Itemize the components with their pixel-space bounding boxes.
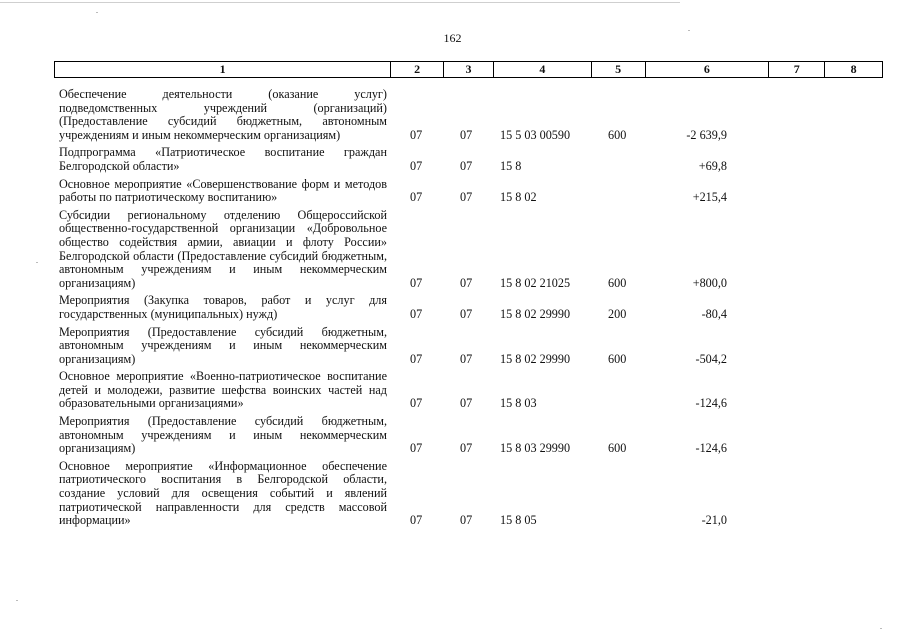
amount-change: -124,6 (695, 396, 727, 411)
table-row (59, 326, 879, 367)
table-row (59, 178, 879, 205)
header-col-5: 5 (591, 62, 645, 77)
table-row (59, 294, 879, 321)
table-row (59, 88, 879, 142)
amount-change: -2 639,9 (686, 127, 727, 142)
row-description: Основное мероприятие «Военно-патриотическое воспитание детей и молодежи, развитие шефства воинских частей над образовательными организациями» (59, 369, 387, 411)
target-article-code: 15 8 02 21025 (500, 275, 571, 290)
expense-type-code: 600 (608, 127, 627, 142)
target-article-code: 15 8 (500, 158, 522, 173)
row-description: Обеспечение деятельности (оказание услуг) подведомственных учреждений (организаций) (Предоставление субсидий бюджетным, автономным учреждениям и иным некоммерческим организациям) (59, 87, 387, 142)
scan-speck (16, 600, 18, 601)
row-values (59, 514, 879, 528)
header-col-8: 8 (824, 62, 882, 77)
section-code: 07 (410, 190, 423, 205)
subsection-code: 07 (460, 306, 473, 321)
row-description: Мероприятия (Предоставление субсидий бюджетным, автономным учреждениям и иным некоммерческим организациям) (59, 324, 387, 366)
expense-type-code: 600 (608, 351, 627, 366)
header-col-1: 1 (219, 62, 226, 76)
header-col-2: 2 (390, 62, 443, 77)
subsection-code: 07 (460, 127, 473, 142)
scan-speck (880, 628, 882, 629)
target-article-code: 15 8 03 (500, 396, 537, 411)
row-values (59, 442, 879, 456)
row-values (59, 276, 879, 290)
amount-change: -21,0 (701, 513, 727, 528)
row-values (59, 128, 879, 142)
subsection-code: 07 (460, 396, 473, 411)
subsection-code: 07 (460, 190, 473, 205)
row-description: Основное мероприятие «Информационное обеспечение патриотического воспитания в Белгородской области, создание условий для освещения событий и явлений патриотической направленности для средств массовой информации» (59, 458, 387, 528)
section-code: 07 (410, 158, 423, 173)
row-values (59, 308, 879, 322)
row-values (59, 352, 879, 366)
row-description: Мероприятия (Предоставление субсидий бюджетным, автономным учреждениям и иным некоммерческим организациям) (59, 414, 387, 456)
section-code: 07 (410, 396, 423, 411)
row-description: Субсидии региональному отделению Общероссийской общественно-государственной организации «Добровольное общество содействия армии, авиации и флоту России» Белгородской области (Предоставление субсидий бюджетным, автономным учреждениям и иным некоммерческим организациям) (59, 207, 387, 290)
amount-change: +800,0 (692, 275, 727, 290)
row-values (59, 191, 879, 205)
target-article-code: 15 8 02 29990 (500, 306, 571, 321)
amount-change: -124,6 (695, 441, 727, 456)
row-values (59, 160, 879, 174)
table-row (59, 146, 879, 173)
row-description: Подпрограмма «Патриотическое воспитание граждан Белгородской области» (59, 145, 387, 173)
subsection-code: 07 (460, 351, 473, 366)
target-article-code: 15 8 02 (500, 190, 537, 205)
target-article-code: 15 8 05 (500, 513, 537, 528)
header-col-6: 6 (645, 62, 769, 77)
row-description: Основное мероприятие «Совершенствование форм и методов работы по патриотическому воспитанию» (59, 176, 387, 205)
header-col-4: 4 (493, 62, 591, 77)
subsection-code: 07 (460, 158, 473, 173)
table-row (59, 370, 879, 411)
section-code: 07 (410, 441, 423, 456)
table-row (59, 415, 879, 456)
scan-speck (688, 30, 690, 31)
target-article-code: 15 8 02 29990 (500, 351, 571, 366)
header-col-7: 7 (768, 62, 824, 77)
subsection-code: 07 (460, 275, 473, 290)
row-description: Мероприятия (Закупка товаров, работ и услуг для государственных (муниципальных) нужд) (59, 293, 387, 321)
table-header (54, 61, 883, 78)
subsection-code: 07 (460, 513, 473, 528)
page-number: 162 (443, 31, 462, 45)
amount-change: +69,8 (698, 158, 727, 173)
target-article-code: 15 8 03 29990 (500, 441, 571, 456)
section-code: 07 (410, 275, 423, 290)
scan-speck (36, 262, 38, 263)
amount-change: -504,2 (695, 351, 727, 366)
expense-type-code: 600 (608, 275, 627, 290)
row-values (59, 397, 879, 411)
section-code: 07 (410, 351, 423, 366)
top-border-line (0, 2, 680, 3)
target-article-code: 15 5 03 00590 (500, 127, 571, 142)
table-row (59, 209, 879, 291)
header-col-3: 3 (443, 62, 493, 77)
expense-type-code: 600 (608, 441, 627, 456)
amount-change: -80,4 (701, 306, 727, 321)
amount-change: +215,4 (692, 190, 727, 205)
subsection-code: 07 (460, 441, 473, 456)
table-row (59, 460, 879, 528)
section-code: 07 (410, 127, 423, 142)
expense-type-code: 200 (608, 306, 627, 321)
scan-speck (96, 12, 98, 13)
section-code: 07 (410, 513, 423, 528)
table-body (59, 88, 879, 532)
section-code: 07 (410, 306, 423, 321)
